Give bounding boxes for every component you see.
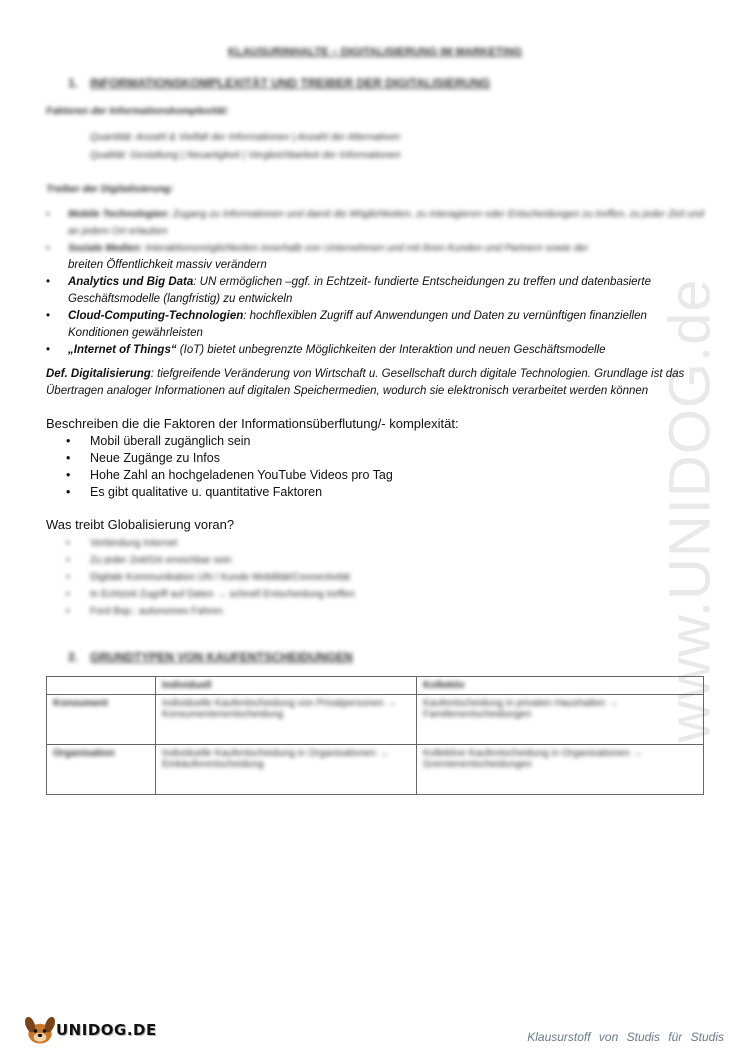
list-item: • Zu jeder Zeit/Ort erreichbar sein [66, 552, 355, 569]
answers-2-list [66, 535, 355, 620]
list-item: • Es gibt qualitative u. quantitative Faktoren [66, 484, 393, 501]
table-header-cell: Individuell [156, 677, 417, 695]
footer-tagline: Klausurstoff von Studis für Studis [527, 1030, 724, 1044]
driver-item [46, 308, 706, 342]
answers-1-list [66, 433, 393, 501]
table-header-cell: Kollektiv [417, 677, 704, 695]
driver-item [46, 240, 706, 257]
table-cell: Kollektive Kaufentscheidung in Organisationen → Gremienentscheidungen [417, 745, 704, 795]
driver-item [46, 206, 706, 240]
definition-text: : tiefgreifende Veränderung von Wirtschaft u. Gesellschaft durch digitale Technologien. Grundlage ist das Übertragen analoger Informationen auf digitalen Speichermedien, wodurch sie elektronisch verarbeitet werden können [46, 368, 685, 397]
watermark-text: www.UNIDOG.de [657, 277, 723, 743]
table-row [47, 695, 704, 745]
driver-term: Cloud-Computing-Technologien [68, 310, 244, 322]
table-header-cell [47, 677, 156, 695]
unidog-logo [22, 1012, 157, 1048]
dog-icon [22, 1012, 58, 1048]
list-item: • In Echtzeit Zugriff auf Daten → schnell Entscheidung treffen [66, 586, 355, 603]
definition [46, 366, 711, 400]
driver-text: (IoT) bietet unbegrenzte Möglichkeiten der Interaktion und neuen Geschäftsmodelle [176, 344, 606, 356]
table-cell: Individuelle Kaufentscheidung in Organisationen → Einkäuferentscheidung [156, 745, 417, 795]
table-header-row [47, 677, 704, 695]
driver-term: „Internet of Things“ [68, 344, 177, 356]
driver-term: Analytics und Big Data [68, 276, 194, 288]
section-2-title: GRUNDTYPEN VON KAUFENTSCHEIDUNGEN [90, 650, 353, 664]
driver-item-continuation [46, 257, 706, 274]
table-row-header: Organisation [47, 745, 156, 795]
driver-text-tail: breiten Öffentlichkeit massiv verändern [68, 259, 267, 271]
list-item: • Digitale Kommunikation UN / Kunde Mobilität/Connectivität [66, 569, 355, 586]
section-1-heading [68, 76, 490, 90]
driver-text: : Zugang zu Informationen und damit die Möglichkeiten, zu interagieren oder Entscheidungen zu treffen, zu jeder Zeit und an jedem Ort erlauben [68, 209, 705, 237]
driver-item [46, 342, 706, 359]
list-item: • Mobil überall zugänglich sein [66, 433, 393, 450]
page-title: KLAUSURINHALTE – DIGITALISIERUNG IM MARKETING [227, 46, 523, 58]
list-item: • Hohe Zahl an hochgeladenen YouTube Videos pro Tag [66, 467, 393, 484]
factors-label: Faktoren der Informationskomplexität: [46, 106, 229, 117]
driver-term: Mobile Technologien [68, 209, 168, 220]
purchase-decision-table [46, 676, 704, 795]
driver-term: Soziale Medien [68, 243, 140, 254]
list-item: • Verbindung Internet [66, 535, 355, 552]
driver-item [46, 274, 706, 308]
factor-quantity: Quantität: Anzahl & Vielfalt der Informationen | Anzahl der Alternativen [90, 132, 401, 143]
driver-text: : UN ermöglichen –ggf. in Echtzeit- fundierte Entscheidungen zu treffen und datenbasierte Geschäftsmodelle (langfristig) zu entwickeln [68, 276, 651, 305]
driver-text: : hochflexiblen Zugriff auf Anwendungen und Daten zu vernünftigen finanziellen Konditionen gewährleisten [68, 310, 647, 339]
definition-term: Def. Digitalisierung [46, 368, 151, 380]
section-2-number: 2. [68, 650, 79, 664]
list-item: • Ford Bsp.: autonomes Fahren [66, 603, 355, 620]
drivers-label: Treiber der Digitalisierung: [46, 184, 174, 195]
driver-text: : Interaktionsmöglichkeiten innerhalb von Unternehmen und mit ihren Kunden und Partnern sowie der [139, 243, 589, 254]
section-2-heading [68, 650, 353, 664]
question-1: Beschreiben die die Faktoren der Informationsüberflutung/- komplexität: [46, 416, 459, 431]
drivers-list [46, 206, 706, 359]
section-1-title: INFORMATIONSKOMPLEXITÄT UND TREIBER DER DIGITALISIERUNG [90, 76, 491, 90]
question-2: Was treibt Globalisierung voran? [46, 517, 235, 532]
table-row-header: Konsument [47, 695, 156, 745]
table-row [47, 745, 704, 795]
table-cell: Kaufentscheidung in privaten Haushalten → Familienentscheidungen [417, 695, 704, 745]
section-1-number: 1. [68, 76, 79, 90]
logo-text: UNIDOG.DE [56, 1021, 157, 1039]
list-item: • Neue Zugänge zu Infos [66, 450, 393, 467]
table-cell: Individuelle Kaufentscheidung von Privatpersonen → Konsumentenentscheidung [156, 695, 417, 745]
factor-quality: Qualität: Gestaltung | Neuartigkeit | Vergleichbarkeit der Informationen [90, 150, 401, 161]
